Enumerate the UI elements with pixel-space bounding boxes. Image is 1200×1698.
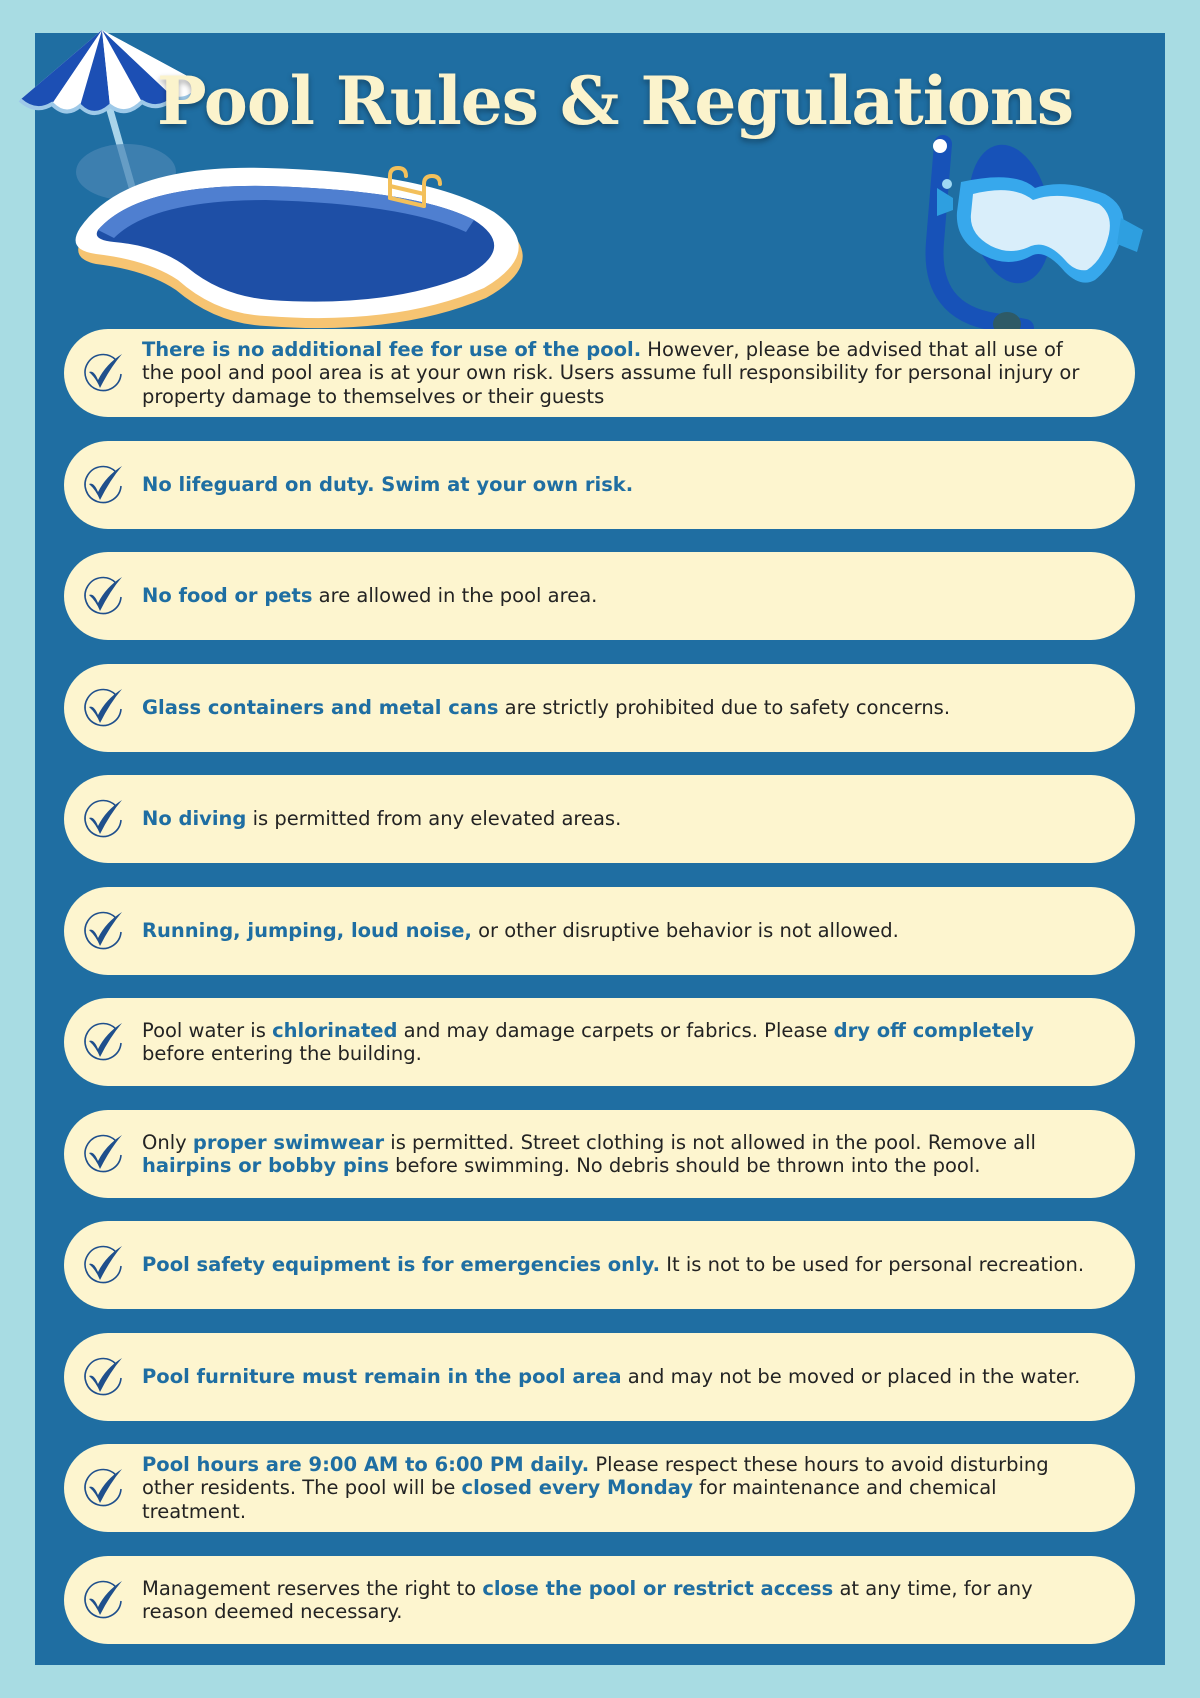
rule-text [142, 1253, 1084, 1277]
rule-plain-text: and may not be moved or placed in the water. [621, 1365, 1081, 1389]
checkmark-icon [80, 1131, 126, 1177]
rule-text [142, 1131, 1095, 1178]
rule-text [142, 584, 597, 608]
rule-highlight: chlorinated [272, 1018, 398, 1042]
rule-text [142, 1365, 1080, 1389]
checkmark-icon [80, 1354, 126, 1400]
rule-plain-text: Pool water is [142, 1018, 273, 1042]
rule-card [64, 1444, 1135, 1532]
checkmark-icon [80, 1019, 126, 1065]
rule-plain-text: before entering the building. [142, 1042, 422, 1065]
rule-text [142, 807, 621, 831]
checkmark-icon [80, 462, 126, 508]
checkmark-icon [80, 1242, 126, 1288]
rule-highlight: Glass containers and metal cans [142, 696, 499, 720]
rule-card [64, 1221, 1135, 1309]
rule-text [142, 1453, 1095, 1524]
rule-plain-text: Only [142, 1130, 193, 1154]
rule-card [64, 552, 1135, 640]
page-title: Pool Rules & Regulations [156, 62, 1074, 140]
rule-highlight: No diving [142, 807, 247, 831]
rule-highlight: No lifeguard on duty. Swim at your own risk. [142, 473, 634, 497]
rule-plain-text: However, please be advised that all use of the pool and pool area is at your own risk. Users assume full responsibility for personal injury or property damage to themselves or their guests [142, 337, 1080, 408]
checkmark-icon [80, 1465, 126, 1511]
rule-card [64, 887, 1135, 975]
rule-highlight: proper swimwear [192, 1130, 385, 1154]
rule-text [142, 1577, 1095, 1624]
rule-card [64, 441, 1135, 529]
rule-plain-text: is permitted from any elevated areas. [246, 807, 622, 831]
rule-plain-text: It is not to be used for personal recreation. [660, 1253, 1085, 1277]
rule-card [64, 998, 1135, 1086]
rule-plain-text: before swimming. No debris should be thrown into the pool. [388, 1154, 981, 1177]
rule-highlight: Pool furniture must remain in the pool area [142, 1365, 622, 1389]
checkmark-icon [80, 685, 126, 731]
rule-plain-text: are allowed in the pool area. [312, 584, 598, 608]
rule-highlight: close the pool or restrict access [482, 1576, 834, 1600]
checkmark-icon [80, 573, 126, 619]
rule-highlight: Pool safety equipment is for emergencies only. [142, 1253, 661, 1277]
checkmark-icon [80, 908, 126, 954]
rule-card [64, 775, 1135, 863]
rule-plain-text: Please respect these hours to avoid disturbing other residents. The pool will be [142, 1452, 1049, 1500]
rule-card [64, 329, 1135, 417]
rule-text [142, 696, 950, 720]
rule-text [142, 338, 1095, 409]
checkmark-icon [80, 350, 126, 396]
checkmark-icon [80, 796, 126, 842]
rule-text [142, 1019, 1095, 1066]
rule-highlight: There is no additional fee for use of the pool. [142, 337, 642, 361]
checkmark-icon [80, 1577, 126, 1623]
rule-highlight: Running, jumping, loud noise, [142, 919, 472, 943]
rule-plain-text: is permitted. Street clothing is not allowed in the pool. Remove all [384, 1130, 1036, 1154]
rule-plain-text: or other disruptive behavior is not allowed. [471, 919, 899, 943]
rule-highlight: dry off completely [833, 1018, 1034, 1042]
rule-text [142, 473, 633, 497]
rule-card [64, 664, 1135, 752]
swimming-pool-icon [66, 140, 546, 340]
rule-text [142, 919, 899, 943]
rule-plain-text: for maintenance and chemical treatment. [142, 1476, 997, 1523]
rule-plain-text: at any time, for any reason deemed necessary. [142, 1576, 1033, 1623]
rule-highlight: closed every Monday [461, 1476, 693, 1500]
rule-highlight: No food or pets [142, 584, 313, 608]
rule-plain-text: and may damage carpets or fabrics. Please [397, 1018, 834, 1042]
rule-plain-text: are strictly prohibited due to safety concerns. [498, 696, 951, 720]
rule-highlight: hairpins or bobby pins [142, 1154, 389, 1177]
rule-card [64, 1110, 1135, 1198]
snorkel-mask-icon [895, 132, 1155, 347]
rule-card [64, 1333, 1135, 1421]
rule-plain-text: Management reserves the right to [142, 1576, 483, 1600]
rule-highlight: Pool hours are 9:00 AM to 6:00 PM daily. [142, 1452, 590, 1476]
rule-card [64, 1556, 1135, 1644]
